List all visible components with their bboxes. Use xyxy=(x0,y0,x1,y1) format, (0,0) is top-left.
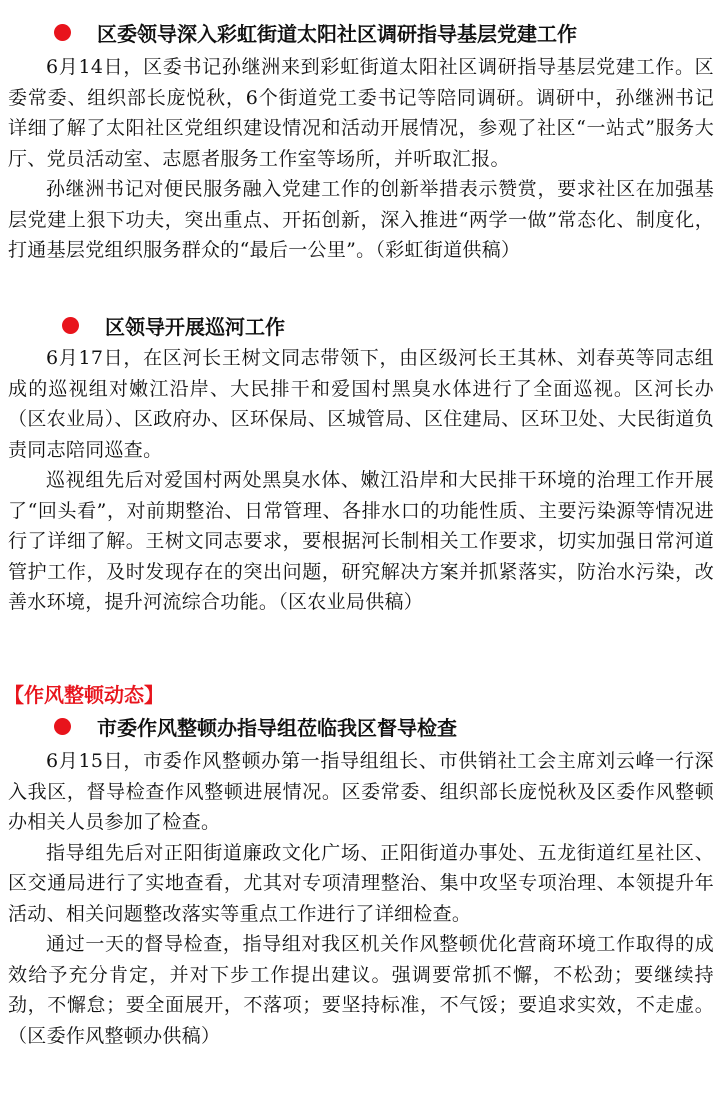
article-1-paragraph-2: 孙继洲书记对便民服务融入党建工作的创新举措表示赞赏，要求社区在加强基层党建上狠下功夫，突出重点、开拓创新，深入推进“两学一做”常态化、制度化，打通基层党组织服务群众的“最后一公里”。（彩虹街道供稿） xyxy=(8,178,714,261)
article-3-title: 市委作风整顿办指导组莅临我区督导检查 xyxy=(97,715,457,740)
red-bullet-icon xyxy=(62,317,79,334)
article-3-heading xyxy=(54,708,457,744)
article-2-paragraph-1: 6月17日，在区河长王树文同志带领下，由区级河长王其林、刘春英等同志组成的巡视组对嫩江沿岸、大民排干和爱国村黑臭水体进行了全面巡视。区河长办（区农业局）、区政府办、区环保局、区城管局、区住建局、区环卫处、大民街道负责同志陪同巡查。 xyxy=(8,347,714,461)
article-1-paragraph-1: 6月14日，区委书记孙继洲来到彩虹街道太阳社区调研指导基层党建工作。区委常委、组织部长庞悦秋，6个街道党工委书记等陪同调研。调研中，孙继洲书记详细了解了太阳社区党组织建设情况和活动开展情况，参观了社区“一站式”服务大厅、党员活动室、志愿者服务工作室等场所，并听取汇报。 xyxy=(8,56,714,170)
article-3-body xyxy=(8,746,714,1051)
red-bullet-icon xyxy=(54,718,71,735)
article-3-paragraph-1: 6月15日，市委作风整顿办第一指导组组长、市供销社工会主席刘云峰一行深入我区，督导检查作风整顿进展情况。区委常委、组织部长庞悦秋及区委作风整顿办相关人员参加了检查。 xyxy=(8,750,714,833)
article-3-paragraph-2: 指导组先后对正阳街道廉政文化广场、正阳街道办事处、五龙街道红星社区、区交通局进行了实地查看，尤其对专项清理整治、集中攻坚专项治理、本领提升年活动、相关问题整改落实等重点工作进行了详细检查。 xyxy=(8,841,714,925)
article-2-paragraph-2: 巡视组先后对爱国村两处黑臭水体、嫩江沿岸和大民排干环境的治理工作开展了“回头看”，对前期整治、日常管理、各排水口的功能性质、主要污染源等情况进行了详细了解。王树文同志要求，要根据河长制相关工作要求，切实加强日常河道管护工作，及时发现存在的突出问题，研究解决方案并抓紧落实，防治水污染，改善水环境，提升河流综合功能。（区农业局供稿） xyxy=(8,469,714,613)
article-2-title: 区领导开展巡河工作 xyxy=(105,314,285,339)
article-3-paragraph-3: 通过一天的督导检查，指导组对我区机关作风整顿优化营商环境工作取得的成效给予充分肯定，并对下步工作提出建议。强调要常抓不懈，不松劲；要继续持劲，不懈怠；要全面展开，不落项；要坚持标准，不气馁；要追求实效，不走虚。（区委作风整顿办供稿） xyxy=(8,933,714,1047)
article-2-heading xyxy=(62,307,285,343)
section-tag: 【作风整顿动态】 xyxy=(4,682,164,707)
red-bullet-icon xyxy=(54,24,71,41)
article-1-body xyxy=(8,52,714,266)
article-1-title: 区委领导深入彩虹街道太阳社区调研指导基层党建工作 xyxy=(97,21,577,46)
article-1-heading xyxy=(54,14,577,50)
article-2-body xyxy=(8,343,714,618)
